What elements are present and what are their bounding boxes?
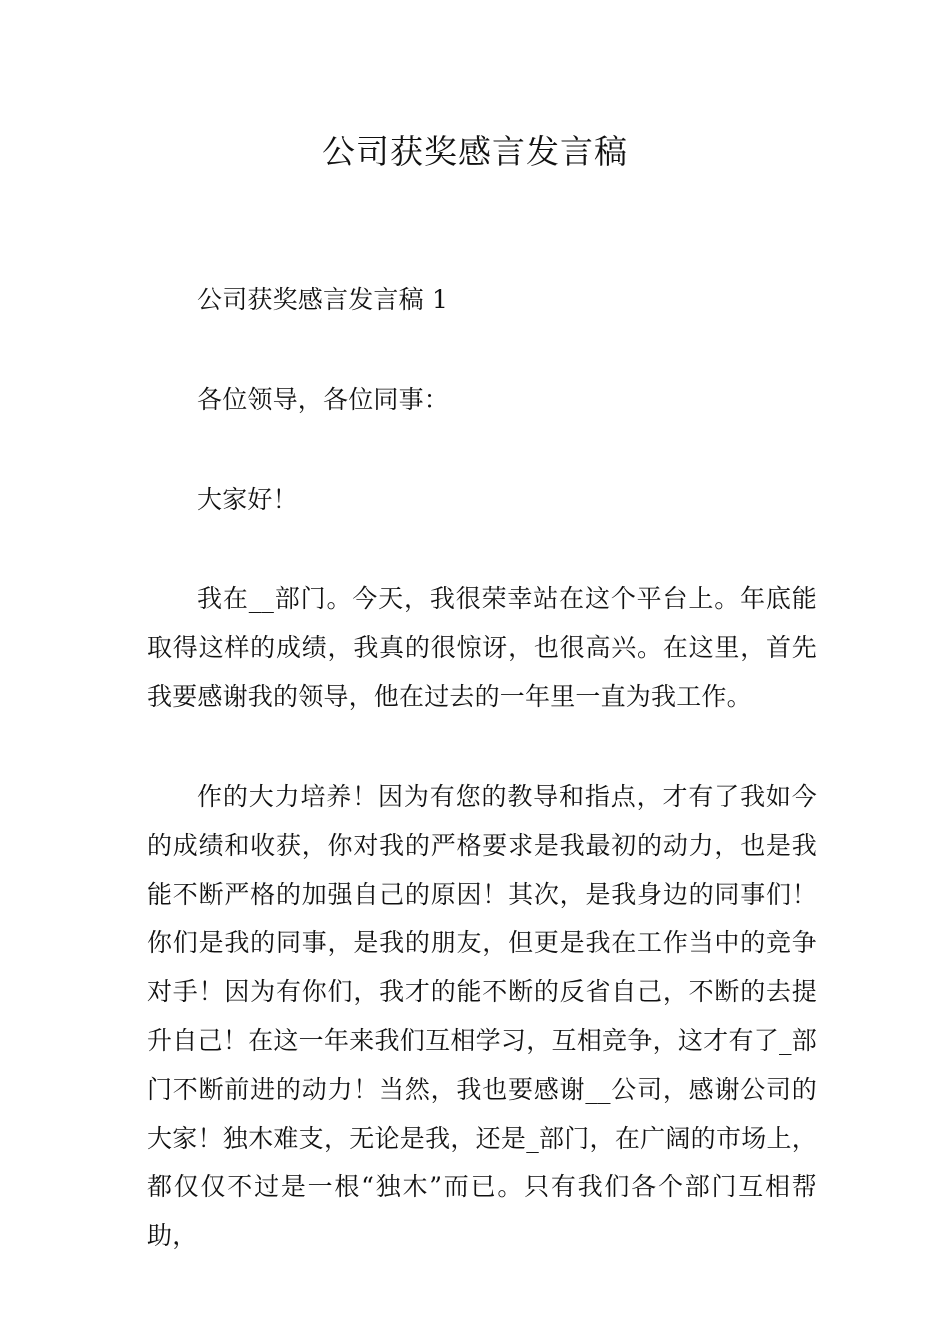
body-paragraph: 作的大力培养！因为有您的教导和指点，才有了我如今的成绩和收获，你对我的严格要求是我最初的动力，也是我能不断严格的加强自己的原因！其次，是我身边的同事们！你们是我的同事，是我的朋友，但更是我在工作当中的竞争对手！因为有你们，我才的能不断的反省自己，不断的去提升自己！在这一年来我们互相学习，互相竞争，这才有了_部门不断前进的动力！当然，我也要感谢__公司，感谢公司的大家！独木难支，无论是我，还是_部门，在广阔的市场上，都仅仅不过是一根“独木”而已。只有我们各个部门互相帮助， — [147, 782, 817, 1251]
salutation-paragraph: 各位领导，各位同事： — [197, 385, 450, 414]
greeting-paragraph: 大家好！ — [197, 485, 298, 514]
document-title: 公司获奖感言发言稿 — [322, 132, 628, 171]
section-heading: 公司获奖感言发言稿 1 — [197, 285, 449, 314]
body-paragraph: 我在__部门。今天，我很荣幸站在这个平台上。年底能取得这样的成绩，我真的很惊讶，也很高兴。在这里，首先我要感谢我的领导，他在过去的一年里一直为我工作。 — [147, 584, 817, 711]
